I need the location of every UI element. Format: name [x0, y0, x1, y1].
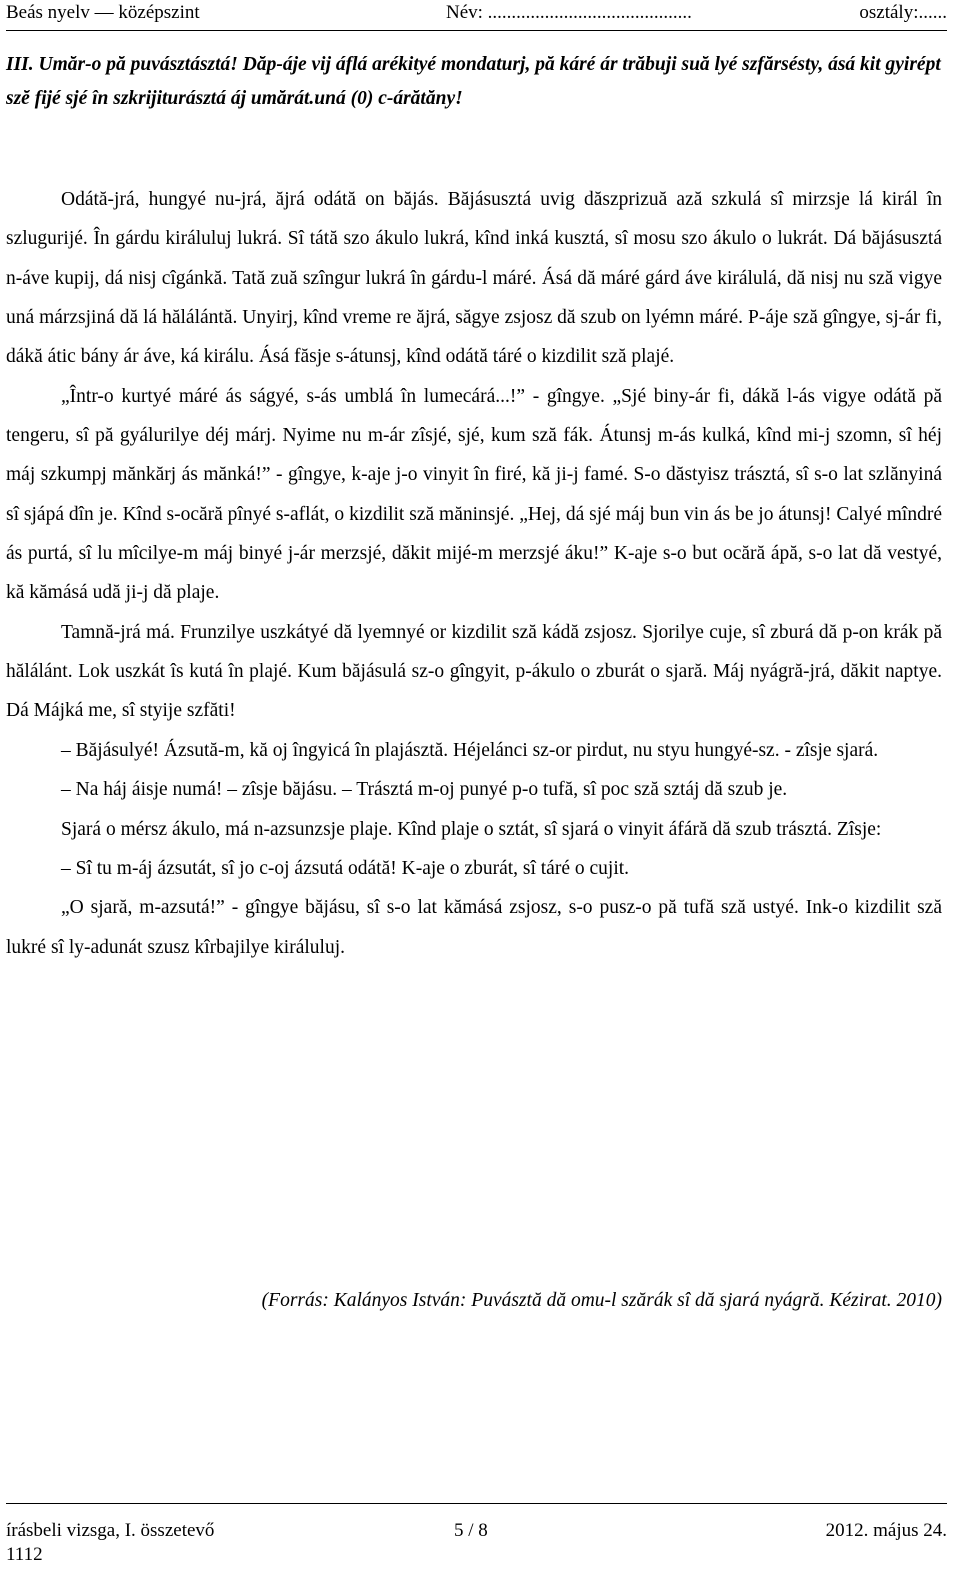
- page-header: [6, 0, 947, 31]
- task-instruction: III. Umăr-o pă puvásztásztá! Dăp-áje vij áflá arékityé mondaturj, pă káré ár trăbuji suă lyé szfărsésty, ásá kit gyirépt szĕ fijé sjé în szkrijiturásztá áj umărát.uná (0) c-árătăny!: [6, 54, 941, 109]
- exam-type: írásbeli vizsga, I. összetevő: [6, 1520, 215, 1541]
- paragraph-5: – Na háj áisje numá! – zîsje băjásu. – Trásztá m-oj punyé p-o tufă, sî poc sză sztáj dă szub je.: [61, 779, 788, 801]
- name-field-label: Név: ...........................................: [446, 2, 692, 23]
- page-footer: [6, 1503, 947, 1565]
- paragraph-1: Odátă-jrá, hungyé nu-jrá, ăjrá odátă on băjás. Băjásusztá uvig dăszprizuă ază szkulá sî mirzsje lá királ în szlugurijé. În gárdu királuluj lukrá. Sî tátă szo ákulo lukrá, kînd inká kusztá, sî mosu szo ákulo o lukrát. Dá băjásusztá n-áve kupij, dá nisj cîgánkă. Tată zuă szîngur lukrá în gárdu-l máré. Ásá dă máré gárd áve királulá, dă nisj nu sză vigye uná márzsjiná dă lá hălálántă. Unyirj, kînd vreme re ăjrá, săgye zsjosz dă szub on lyémn máré. P-áje sză gîngye, sj-ár fi, dákă átic bány ár áve, ká királu. Ásá făsje s-átunsj, kînd odátă táré o kizdilit sză plajé.: [6, 189, 942, 368]
- paragraph-2: „Într-o kurtyé máré ás ságyé, s-ás umblá în lumecárá...!” - gîngye. „Sjé biny-ár fi, dákă l-ás vigye odátă pă tengeru, sî pă gyálurilye déj márj. Nyime nu m-ár zîsjé, sjé, kum sză fák. Átunsj m-ás kulká, kînd mi-j szomn, sî héj máj szkumpj mănkărj ás mănká!” - gîngye, k-aje j-o vinyit în firé, kă ji-j famé. S-o dăstyisz trásztá, sî s-o lat szlănyiná sî sjápá dîn je. Kînd s-ocără pînyé s-aflát, o kizdilit sză măninsjé. „Hej, dá sjé máj bun vin ás be jo átunsj! Calyé mîndré ás purtá, sî lu mîcilye-m máj binyé j-ár merzsjé, dăkit mijé-m merzsjé áku!” K-aje s-o but ocără ápă, s-o lat dă vestyé, kă kămásá udă ji-j dă plaje.: [6, 385, 942, 604]
- paragraph-3: Tamnă-jrá má. Frunzilye uszkátyé dă lyemnyé or kizdilit sză kádă zsjosz. Sjorilye cuje, sî zburá dă p-on krák pă hălálánt. Lok uszkát îs kutá în plajé. Kum băjásulá sz-o gîngyit, p-ákulo o zburát o sjară. Máj nyágră-jrá, dăkit naptye. Dá Májká me, sî styije szfăti!: [6, 621, 942, 722]
- paragraph-7: – Sî tu m-áj ázsutát, sî jo c-oj ázsutá odátă! K-aje o zburát, sî táré o cujit.: [61, 857, 630, 879]
- source-citation: (Forrás: Kalányos István: Puvásztă dă omu-l szărák sî dă sjará nyágră. Kézirat. 2010): [261, 1290, 942, 1311]
- page-number: 5 / 8: [454, 1520, 488, 1541]
- story-text: [6, 180, 942, 967]
- paragraph-4: – Băjásulyé! Ázsută-m, kă oj îngyicá în plajásztă. Héjelánci sz-or pirdut, nu styu hungyé-sz. - zîsje sjará.: [61, 739, 879, 761]
- exam-title: Beás nyelv — középszint: [6, 2, 200, 23]
- paragraph-8: „O sjară, m-azsutá!” - gîngye băjásu, sî s-o lat kămásá zsjosz, s-o pusz-o pă tufă sză ustyé. Ink-o kizdilit sză lukré sî ly-adunát szusz kîrbajilye királuluj.: [6, 897, 942, 958]
- exam-code: 1112: [6, 1544, 43, 1565]
- class-field-label: osztály:......: [859, 2, 947, 23]
- exam-date: 2012. május 24.: [825, 1520, 947, 1541]
- paragraph-6: Sjará o mérsz ákulo, má n-azsunzsje plaje. Kînd plaje o sztát, sî sjará o vinyit áfáră dă szub trásztá. Zîsje:: [61, 818, 882, 840]
